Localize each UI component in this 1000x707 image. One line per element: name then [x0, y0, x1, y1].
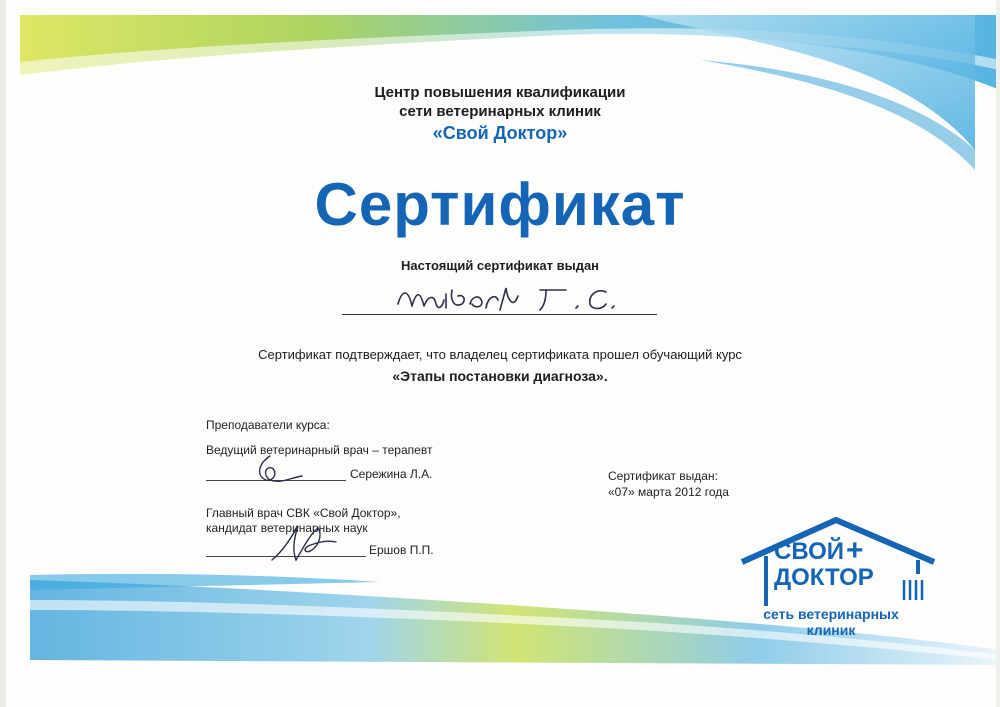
issuer-line-1: Центр повышения квалификации — [374, 84, 626, 101]
teacher2-title-line1: Главный врач СВК «Свой Доктор», — [206, 506, 401, 520]
issued-to-label: Настоящий сертификат выдан — [400, 258, 600, 273]
teachers-heading: Преподаватели курса: — [206, 418, 330, 432]
logo-plus-icon: + — [846, 534, 864, 567]
issue-date: «07» марта 2012 года — [608, 485, 729, 499]
teacher2-name: Ершов П.П. — [369, 543, 434, 557]
confirmation-text: Сертификат подтверждает, что владелец сертификата прошел обучающий курс — [258, 347, 742, 362]
logo-line4: клиник — [806, 622, 856, 638]
issuer-line-2: сети ветеринарных клиник — [399, 103, 601, 120]
logo-line3: сеть ветеринарных — [763, 606, 899, 622]
teacher1-title: Ведущий ветеринарный врач – терапевт — [206, 443, 433, 457]
teacher2-title-line2: кандидат ветеринарных наук — [206, 521, 368, 535]
logo-line2: ДОКТОР — [774, 564, 874, 591]
svoy-doktor-logo — [738, 516, 938, 646]
logo-line1: СВОЙ — [774, 538, 844, 565]
recipient-name-line — [342, 314, 657, 315]
teacher2-signature — [262, 520, 342, 566]
teacher1-name: Сережина Л.А. — [350, 467, 433, 481]
certificate-title: Сертификат — [314, 171, 686, 238]
course-name: «Этапы постановки диагноза». — [392, 368, 608, 384]
teacher1-signature — [250, 452, 310, 486]
issuer-line-3: «Свой Доктор» — [432, 123, 568, 143]
recipient-handwritten-name — [390, 280, 630, 316]
issue-label: Сертификат выдан: — [608, 469, 718, 483]
